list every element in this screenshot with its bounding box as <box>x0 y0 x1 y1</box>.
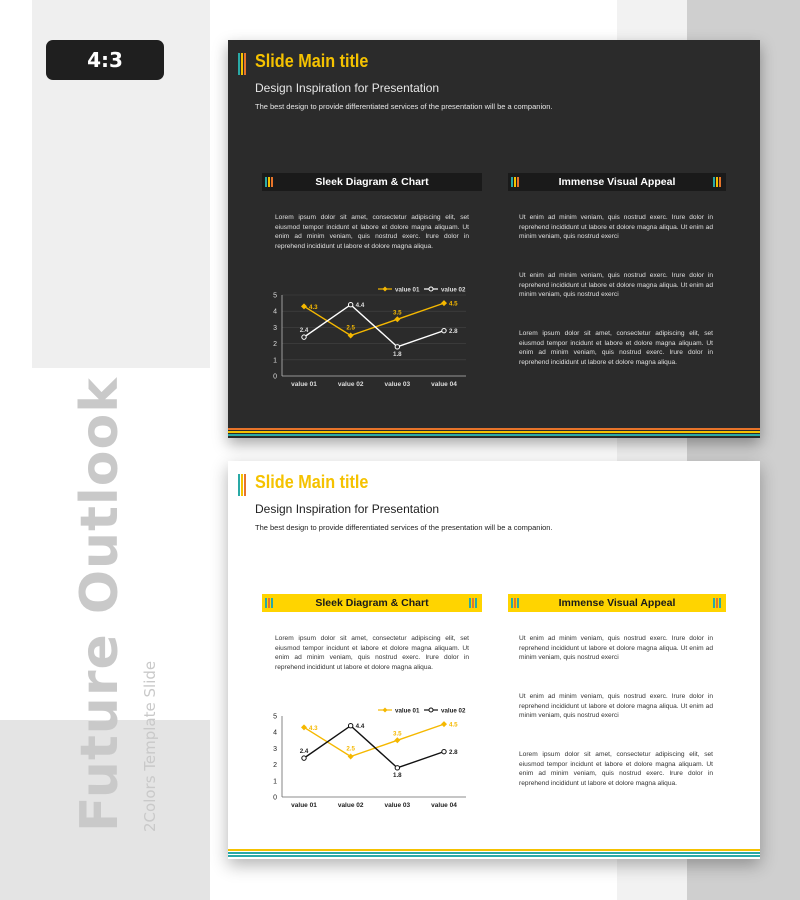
data-label: 4.5 <box>449 721 458 729</box>
data-point <box>441 721 447 727</box>
slide-title: Slide Main title <box>255 51 369 71</box>
x-tick-label: value 01 <box>291 381 317 388</box>
data-point <box>348 303 352 307</box>
bottom-stripes <box>228 428 760 438</box>
x-tick-label: value 01 <box>291 802 317 809</box>
right-section-header <box>508 173 726 191</box>
line-chart <box>262 273 488 397</box>
x-tick-label: value 02 <box>337 381 364 388</box>
x-tick-label: value 03 <box>384 802 411 809</box>
slide-description: The best design to provide differentiated services of the presentation will be a companion. <box>255 102 553 111</box>
bottom-stripes <box>228 849 760 859</box>
y-tick-label: 5 <box>273 292 277 300</box>
slide-subtitle: Design Inspiration for Presentation <box>255 502 440 516</box>
data-point <box>394 737 400 743</box>
data-label: 1.8 <box>393 771 402 779</box>
x-tick-label: value 02 <box>337 802 364 809</box>
legend-marker <box>429 708 433 712</box>
data-label: 3.5 <box>393 309 402 317</box>
legend-label: value 02 <box>441 707 466 715</box>
data-label: 2.4 <box>299 327 309 335</box>
right-section-header-label: Immense Visual Appeal <box>558 597 676 609</box>
data-point <box>348 724 352 728</box>
y-tick-label: 1 <box>273 778 277 786</box>
x-tick-label: value 04 <box>431 802 457 809</box>
x-tick-label: value 03 <box>384 381 411 388</box>
left-section-header-label: Sleek Diagram & Chart <box>315 176 429 188</box>
line-chart <box>262 694 488 818</box>
data-point <box>302 756 306 760</box>
slide-subtitle: Design Inspiration for Presentation <box>255 81 440 95</box>
data-point <box>394 316 400 322</box>
stripes-icon <box>265 598 275 608</box>
slide-description: The best design to provide differentiated services of the presentation will be a companion. <box>255 523 553 532</box>
data-label: 4.3 <box>309 724 318 732</box>
slide-title: Slide Main title <box>255 472 369 492</box>
data-point <box>395 766 399 770</box>
data-point <box>395 345 399 349</box>
y-tick-label: 0 <box>273 373 277 381</box>
right-paragraph-3: Lorem ipsum dolor sit amet, consectetur adipiscing elit, set eiusmod tempor incidunt et labore et dolore magna aliquam. Ut enim ad minim veniam, quis nostrud exerc. Irure dolor in reprehend incididunt ut labore et dolore magna aliqua. <box>519 751 713 787</box>
legend-marker <box>383 708 388 713</box>
stripes-icon <box>713 598 723 608</box>
left-paragraph: Lorem ipsum dolor sit amet, consectetur adipiscing elit, set eiusmod tempor incidunt et labore et dolore magna aliquam. Ut enim ad minim veniam, quis nostrud exerc. Irure dolor in reprehend incididunt ut labore et dolore magna aliqua. <box>275 635 469 671</box>
data-label: 4.3 <box>309 303 318 311</box>
data-label: 4.5 <box>449 300 458 308</box>
legend-label: value 01 <box>395 707 420 715</box>
left-section-header-label: Sleek Diagram & Chart <box>315 597 429 609</box>
y-tick-label: 1 <box>273 357 277 365</box>
right-section-header-label: Immense Visual Appeal <box>558 176 676 188</box>
right-paragraph-3: Lorem ipsum dolor sit amet, consectetur adipiscing elit, set eiusmod tempor incidunt et labore et dolore magna aliquam. Ut enim ad minim veniam, quis nostrud exerc. Irure dolor in reprehend incididunt ut labore et dolore magna aliqua. <box>519 330 713 366</box>
legend-label: value 02 <box>441 286 466 294</box>
stripes-icon <box>511 177 521 187</box>
stripes-icon <box>265 177 275 187</box>
stripes-icon <box>713 177 723 187</box>
right-paragraph-1: Ut enim ad minim veniam, quis nostrud exerc. Irure dolor in reprehend incididunt ut labore et dolore magna aliqua. Ut enim ad minim veniam, quis nostrud exerci <box>519 214 713 240</box>
y-tick-label: 4 <box>273 308 277 316</box>
right-paragraph-1: Ut enim ad minim veniam, quis nostrud exerc. Irure dolor in reprehend incididunt ut labore et dolore magna aliqua. Ut enim ad minim veniam, quis nostrud exerci <box>519 635 713 661</box>
data-label: 1.8 <box>393 350 402 358</box>
side-title: Future Outlook <box>70 377 130 832</box>
right-section-header <box>508 594 726 612</box>
y-tick-label: 5 <box>273 713 277 721</box>
y-tick-label: 3 <box>273 745 277 753</box>
data-label: 4.4 <box>355 302 365 310</box>
slide-dark <box>228 40 760 438</box>
data-point <box>442 749 446 753</box>
data-label: 2.8 <box>449 749 458 757</box>
right-paragraph-2: Ut enim ad minim veniam, quis nostrud exerc. Irure dolor in reprehend incididunt ut labore et dolore magna aliqua. Ut enim ad minim veniam, quis nostrud exerci <box>519 693 713 719</box>
left-section-header <box>262 173 482 191</box>
data-label: 2.5 <box>346 745 355 753</box>
data-label: 2.8 <box>449 328 458 336</box>
data-label: 2.5 <box>346 324 355 332</box>
legend-marker <box>429 287 433 291</box>
slide-light <box>228 461 760 859</box>
left-section-header <box>262 594 482 612</box>
right-paragraph-2: Ut enim ad minim veniam, quis nostrud exerc. Irure dolor in reprehend incididunt ut labore et dolore magna aliqua. Ut enim ad minim veniam, quis nostrud exerci <box>519 272 713 298</box>
y-tick-label: 3 <box>273 324 277 332</box>
left-paragraph: Lorem ipsum dolor sit amet, consectetur adipiscing elit, set eiusmod tempor incidunt et labore et dolore magna aliquam. Ut enim ad minim veniam, quis nostrud exerc. Irure dolor in reprehend incididunt ut labore et dolore magna aliqua. <box>275 214 469 250</box>
series-line <box>304 303 444 335</box>
title-bars-icon <box>238 53 247 75</box>
y-tick-label: 2 <box>273 762 277 770</box>
y-tick-label: 4 <box>273 729 277 737</box>
side-subtitle: 2Colors Template Slide <box>141 660 159 832</box>
aspect-ratio-badge: 4:3 <box>46 40 164 80</box>
legend-label: value 01 <box>395 286 420 294</box>
data-point <box>302 335 306 339</box>
x-tick-label: value 04 <box>431 381 457 388</box>
data-point <box>441 300 447 306</box>
y-tick-label: 2 <box>273 341 277 349</box>
series-line <box>304 724 444 756</box>
data-label: 4.4 <box>355 723 365 731</box>
legend-marker <box>383 287 388 292</box>
stripes-icon <box>511 598 521 608</box>
data-point <box>442 328 446 332</box>
data-label: 3.5 <box>393 730 402 738</box>
y-tick-label: 0 <box>273 794 277 802</box>
data-label: 2.4 <box>299 748 309 756</box>
title-bars-icon <box>238 474 247 496</box>
stripes-icon <box>469 598 479 608</box>
